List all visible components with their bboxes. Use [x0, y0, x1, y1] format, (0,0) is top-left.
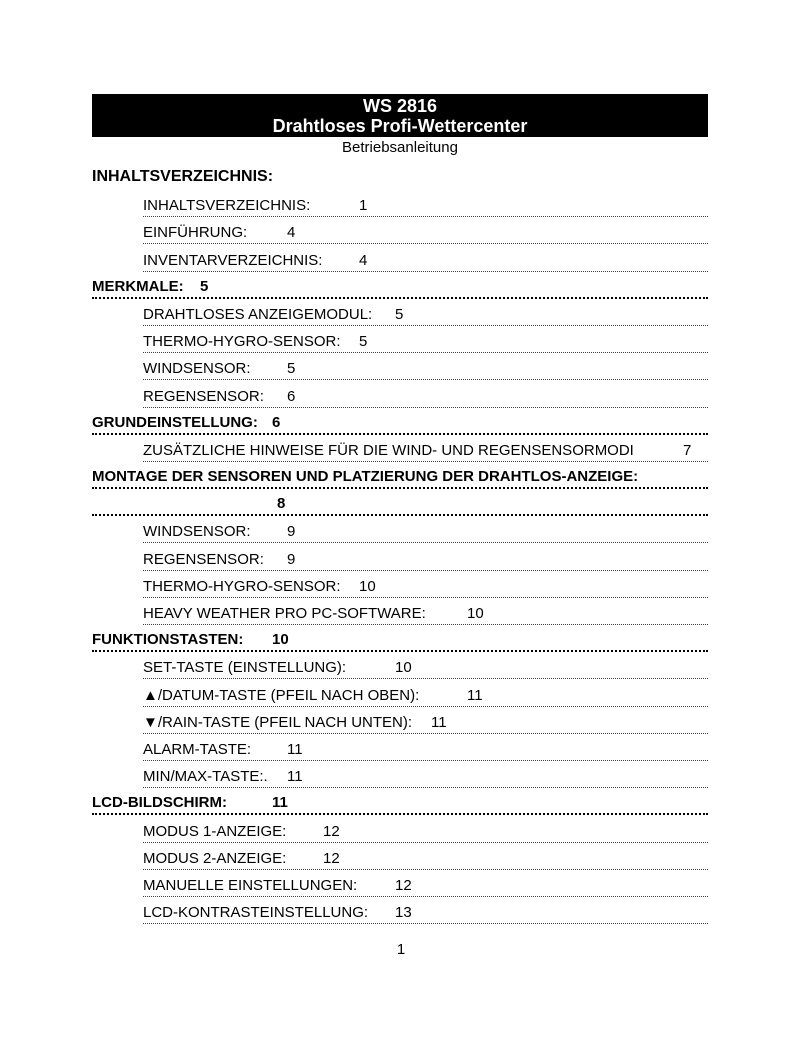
toc-row: [143, 543, 708, 570]
toc-entry-title: MONTAGE DER SENSOREN UND PLATZIERUNG DER DRAHTLOS-ANZEIGE:: [92, 468, 639, 486]
toc-entry-page: 5: [200, 277, 209, 295]
toc-entry-page: 4: [359, 251, 368, 269]
toc-entry-page: 11: [431, 713, 447, 731]
toc-row: [143, 734, 708, 761]
toc-entry-title: THERMO-HYGRO-SENSOR:: [143, 577, 341, 595]
toc-entry-page: 10: [272, 631, 289, 649]
toc-row: [143, 679, 708, 706]
toc-entry-page: 5: [287, 360, 296, 378]
toc-entry-page: 9: [287, 523, 296, 541]
toc-row: [92, 462, 708, 489]
toc-entry-page: 12: [323, 822, 340, 840]
toc-entry-page: 8: [277, 495, 286, 513]
toc-row: [143, 299, 708, 326]
toc-entry-title: MERKMALE:: [92, 277, 184, 295]
toc-entry-title: SET-TASTE (EINSTELLUNG):: [143, 659, 347, 677]
toc-entry-title: WINDSENSOR:: [143, 523, 251, 541]
toc-entry-title: LCD-BILDSCHIRM:: [92, 794, 227, 812]
toc-entry-page: 11: [467, 686, 483, 704]
toc-entry-page: 1: [359, 197, 368, 215]
toc-heading: INHALTSVERZEICHNIS:: [92, 168, 274, 185]
toc-entry-page: 5: [395, 305, 404, 323]
toc-entry-title: GRUNDEINSTELLUNG:: [92, 413, 258, 431]
toc-row: [143, 353, 708, 380]
toc-entry-page: 11: [272, 794, 288, 812]
toc-row: [143, 516, 708, 543]
toc-row: [143, 843, 708, 870]
toc-entry-page: 4: [287, 224, 296, 242]
toc-entry-page: 6: [272, 413, 281, 431]
toc-entry-title: REGENSENSOR:: [143, 387, 264, 405]
toc-row: [143, 897, 708, 924]
toc-entry-page: 11: [287, 740, 303, 758]
toc-row: [143, 761, 708, 788]
toc-entry-page: 12: [323, 849, 340, 867]
toc-entry-title: DRAHTLOSES ANZEIGEMODUL:: [143, 305, 373, 323]
toc-row: [92, 625, 708, 652]
toc-entry-title: HEAVY WEATHER PRO PC-SOFTWARE:: [143, 605, 426, 622]
toc-entry-title: ALARM-TASTE:: [143, 740, 252, 758]
toc-row: [143, 598, 708, 625]
toc-entry-page: 10: [467, 605, 484, 622]
document-title-bar: [92, 94, 708, 137]
toc-entry-title: WINDSENSOR:: [143, 360, 251, 378]
toc-row: [143, 815, 708, 842]
footer-page-number: 1: [396, 941, 406, 958]
toc-entry-title: INHALTSVERZEICHNIS:: [143, 197, 311, 215]
toc-entry-page: 9: [287, 550, 296, 568]
toc-entry-title: MANUELLE EINSTELLUNGEN:: [143, 876, 358, 894]
toc-entry-page: 5: [359, 333, 368, 351]
toc-entry-page: 10: [395, 659, 412, 677]
toc-entry-title: ▲/DATUM-TASTE (PFEIL NACH OBEN):: [143, 686, 420, 704]
toc-row: [143, 244, 708, 271]
document-title-line1: WS 2816: [362, 96, 438, 116]
toc-row: [143, 571, 708, 598]
toc-entry-page: 7: [683, 441, 692, 459]
toc-entry-page: 10: [359, 577, 376, 595]
toc-entry-page: 13: [395, 904, 412, 922]
toc-entry-title: ZUSÄTZLICHE HINWEISE FÜR DIE WIND- UND REGENSENSORMODI: [143, 441, 634, 459]
toc-entry-title: MIN/MAX-TASTE:.: [143, 768, 268, 786]
toc-entry-title: INVENTARVERZEICHNIS:: [143, 251, 323, 269]
toc-row: [143, 190, 708, 217]
toc-entry-title: FUNKTIONSTASTEN:: [92, 631, 244, 649]
toc-entry-title: MODUS 1-ANZEIGE:: [143, 822, 287, 840]
toc-row: [92, 272, 708, 299]
toc-entry-title: ▼/RAIN-TASTE (PFEIL NACH UNTEN):: [143, 713, 413, 731]
toc-row: [92, 489, 708, 516]
toc-entry-page: 12: [395, 876, 412, 894]
toc-row: [143, 380, 708, 407]
toc-list: [92, 190, 708, 924]
toc-entry-title: LCD-KONTRASTEINSTELLUNG:: [143, 904, 369, 922]
page-content: [92, 94, 708, 922]
toc-row: [143, 326, 708, 353]
document-title-line2: Drahtloses Profi-Wettercenter: [272, 116, 528, 136]
toc-row: [143, 707, 708, 734]
toc-row: [92, 408, 708, 435]
toc-row: [143, 435, 708, 462]
toc-row: [143, 217, 708, 244]
toc-row: [143, 652, 708, 679]
toc-row: [92, 788, 708, 815]
toc-entry-title: EINFÜHRUNG:: [143, 224, 248, 242]
toc-entry-title: REGENSENSOR:: [143, 550, 264, 568]
document-subtitle: Betriebsanleitung: [342, 139, 458, 156]
toc-entry-page: 11: [287, 768, 303, 786]
toc-entry-title: MODUS 2-ANZEIGE:: [143, 849, 287, 867]
toc-row: [143, 870, 708, 897]
toc-entry-title: THERMO-HYGRO-SENSOR:: [143, 333, 341, 351]
toc-entry-page: 6: [287, 387, 296, 405]
